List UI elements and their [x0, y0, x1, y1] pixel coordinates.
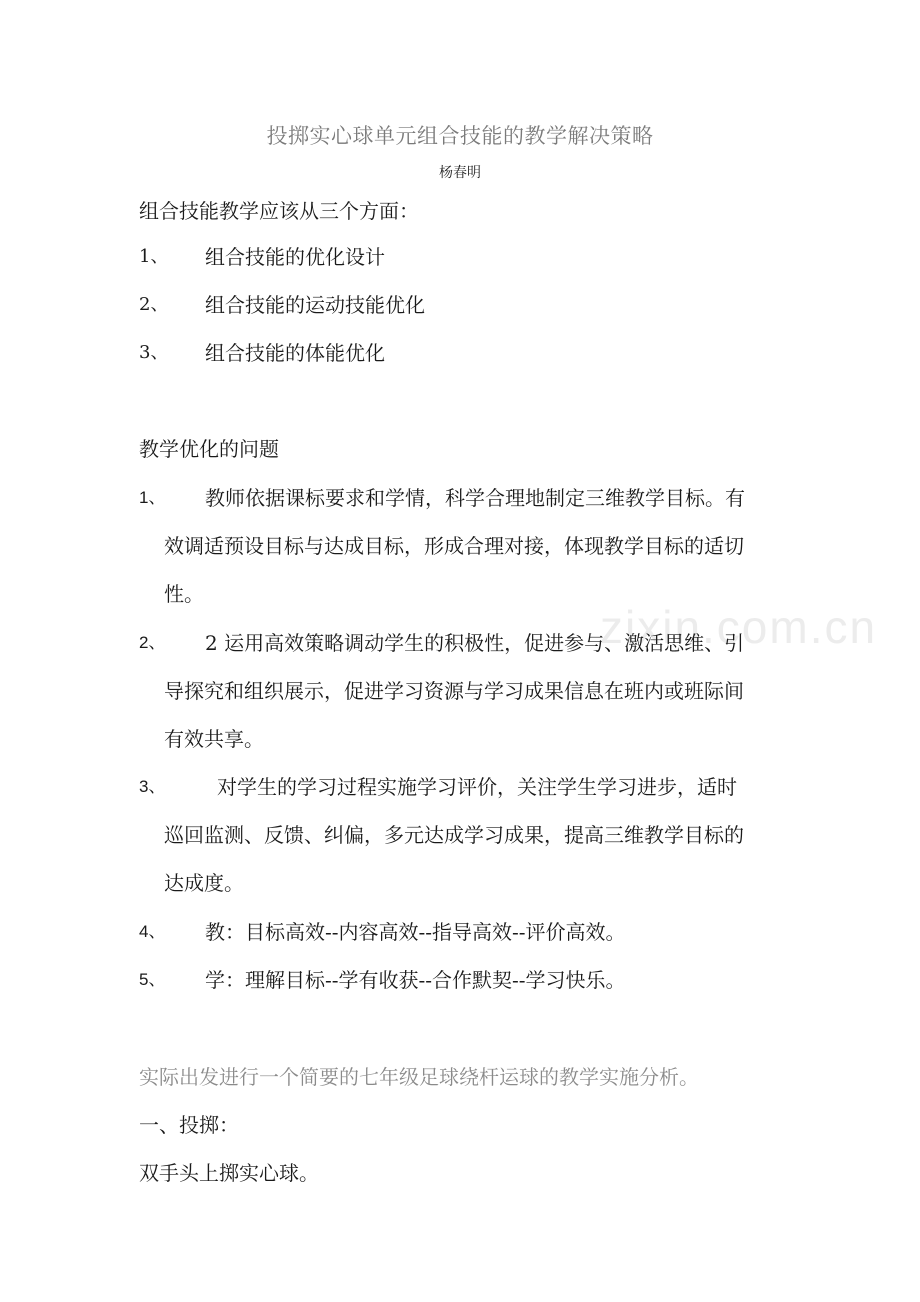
- analysis-intro: 实际出发进行一个简要的七年级足球绕杆运球的教学实施分析。: [139, 1065, 699, 1089]
- list-item-number: 2、: [139, 294, 169, 315]
- list-item-number: 1、: [139, 246, 169, 267]
- list-item-text: 学：理解目标--学有收获--合作默契--学习快乐。: [205, 968, 626, 992]
- list-item-text: 达成度。: [164, 871, 244, 895]
- watermark: zixin.com.cn: [600, 601, 878, 653]
- list-item-text: 巡回监测、反馈、纠偏，多元达成学习成果，提高三维教学目标的: [164, 823, 744, 847]
- list-item-text: 有效共享。: [164, 727, 264, 751]
- list-item-text: 对学生的学习过程实施学习评价，关注学生学习进步，适时: [217, 775, 737, 799]
- document-author: 杨春明: [439, 165, 481, 181]
- section1-heading: 组合技能教学应该从三个方面：: [139, 199, 419, 223]
- list-item-number: 1、: [139, 488, 166, 507]
- list-item-number: 2、: [139, 633, 166, 652]
- throwing-description: 双手头上掷实心球。: [139, 1161, 319, 1185]
- list-item-text: 组合技能的体能优化: [205, 341, 385, 365]
- list-item-number: 5、: [139, 970, 166, 989]
- list-item-text: 组合技能的运动技能优化: [205, 293, 425, 317]
- list-item-text: 2 运用高效策略调动学生的积极性，促进参与、激活思维、引: [205, 631, 745, 655]
- list-item-text: 组合技能的优化设计: [205, 245, 385, 269]
- list-item-text: 性。: [164, 582, 204, 606]
- list-item-text: 教师依据课标要求和学情，科学合理地制定三维教学目标。有: [205, 486, 745, 510]
- list-item-text: 教：目标高效--内容高效--指导高效--评价高效。: [205, 920, 626, 944]
- list-item-text: 效调适预设目标与达成目标，形成合理对接，体现教学目标的适切: [164, 534, 744, 558]
- document-title: 投掷实心球单元组合技能的教学解决策略: [266, 124, 654, 148]
- subheading-throwing: 一、投掷：: [139, 1113, 239, 1137]
- list-item-number: 3、: [139, 777, 166, 796]
- list-item-text: 导探究和组织展示，促进学习资源与学习成果信息在班内或班际间: [164, 679, 744, 703]
- section2-heading: 教学优化的问题: [139, 437, 279, 461]
- list-item-number: 3、: [139, 342, 169, 363]
- list-item-number: 4、: [139, 922, 166, 941]
